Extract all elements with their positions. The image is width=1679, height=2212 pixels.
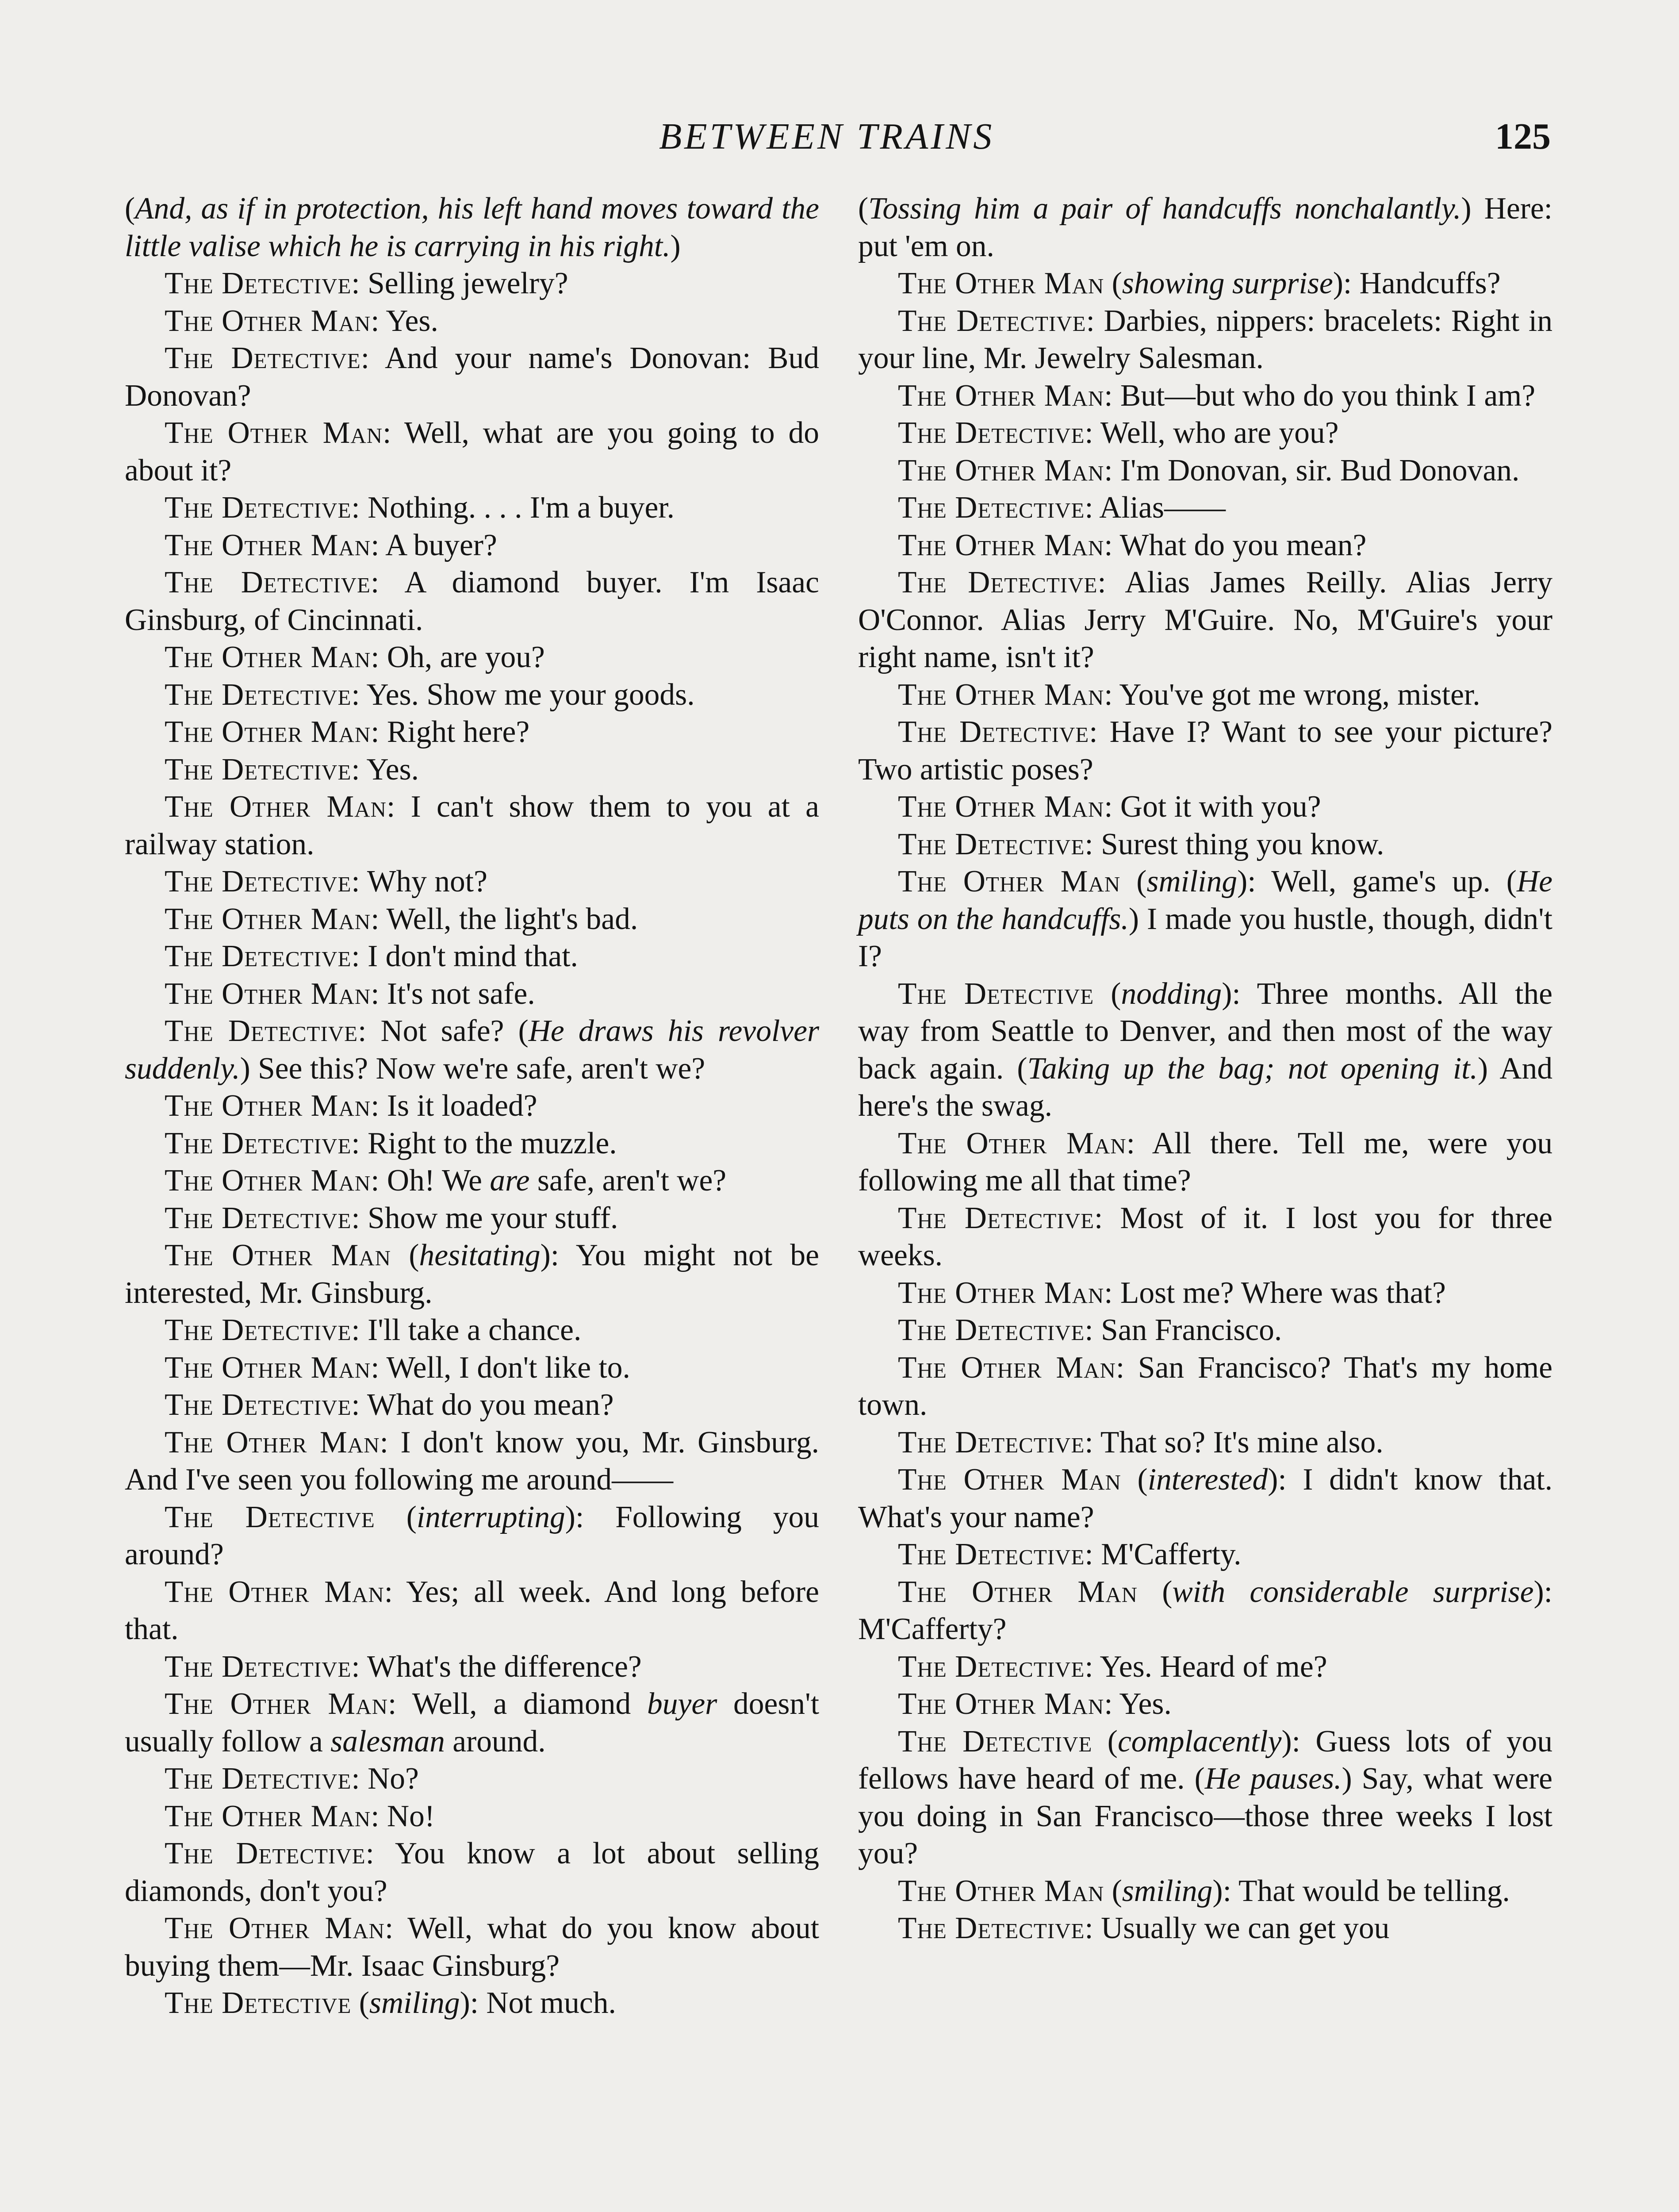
dialogue-text: : San Francisco. [1085, 1313, 1282, 1347]
dialogue-line [858, 1200, 1552, 1275]
dialogue-line [125, 415, 819, 489]
stage-direction-text: He puts on the handcuffs. [858, 864, 1552, 936]
dialogue-text: : Well, what do you know about buying them—Mr. Isaac Ginsburg? [125, 1911, 820, 1983]
dialogue-text: : Not safe? ( [358, 1014, 529, 1048]
dialogue-text: : Show me your stuff. [351, 1201, 618, 1235]
speaker-name: The Other Man [165, 1911, 385, 1945]
dialogue-text: ): Following you around? [125, 1500, 819, 1571]
stage-direction-text: showing surprise [1122, 266, 1333, 300]
speaker-name: The Detective [165, 939, 352, 973]
dialogue-text: : Lost me? Where was that? [1104, 1275, 1446, 1310]
dialogue-text: ( [375, 1500, 417, 1534]
dialogue-line [125, 1686, 819, 1760]
speaker-name: The Detective [898, 491, 1085, 525]
dialogue-text: : Darbies, nippers: bracelets: Right in your line, Mr. Jewelry Salesman. [858, 303, 1552, 375]
dialogue-line [125, 527, 819, 565]
dialogue-text: ) Here: put 'em on. [858, 192, 1552, 263]
dialogue-text: : I'll take a chance. [351, 1313, 582, 1347]
dialogue-text: : Is it loaded? [371, 1089, 537, 1123]
dialogue-line [858, 826, 1552, 864]
speaker-name: The Detective [898, 1313, 1085, 1347]
dialogue-line [125, 975, 819, 1013]
speaker-name: The Other Man [165, 1575, 384, 1609]
dialogue-text: : Have I? Want to see your picture? Two artistic poses? [858, 715, 1552, 787]
dialogue-text: : Selling jewelry? [351, 266, 568, 300]
speaker-name: The Other Man [165, 715, 371, 749]
dialogue-text: : San Francisco? That's my home town. [858, 1350, 1552, 1422]
dialogue-line [858, 788, 1552, 826]
dialogue-line [125, 265, 819, 303]
dialogue-line [125, 340, 819, 415]
speaker-name: The Detective [165, 1201, 352, 1235]
dialogue-line [125, 1312, 819, 1349]
dialogue-line [858, 377, 1552, 415]
speaker-name: The Other Man [898, 266, 1104, 300]
dialogue-line [125, 1386, 819, 1424]
dialogue-line [125, 639, 819, 676]
dialogue-line [858, 1574, 1552, 1648]
dialogue-text: : No? [351, 1762, 419, 1796]
dialogue-text: around. [445, 1724, 546, 1759]
speaker-name: The Other Man [165, 528, 371, 562]
dialogue-line [858, 527, 1552, 565]
dialogue-line [125, 1125, 819, 1163]
speaker-name: The Detective [165, 1388, 352, 1422]
dialogue-line [858, 1275, 1552, 1312]
speaker-name: The Other Man [898, 864, 1121, 899]
speaker-name: The Other Man [898, 453, 1104, 488]
dialogue-text: ) And here's the swag. [858, 1051, 1553, 1123]
dialogue-text: : Got it with you? [1104, 790, 1321, 824]
dialogue-text: : M'Cafferty. [1085, 1537, 1242, 1571]
dialogue-text: ( [1094, 976, 1121, 1011]
dialogue-line [858, 1910, 1552, 1947]
dialogue-text: : Why not? [351, 864, 487, 899]
speaker-name: The Other Man [898, 1687, 1104, 1721]
speaker-name: The Detective [165, 1986, 352, 2020]
stage-direction-text: He pauses. [1204, 1762, 1342, 1796]
speaker-name: The Detective [898, 1724, 1092, 1759]
dialogue-text: ): M'Cafferty? [858, 1575, 1552, 1646]
dialogue-text: ): I didn't know that. What's your name? [858, 1463, 1552, 1534]
dialogue-text: : Well, what are you going to do about it? [125, 416, 819, 488]
dialogue-line [125, 1013, 819, 1087]
speaker-name: The Other Man [898, 677, 1104, 712]
dialogue-line [125, 1648, 819, 1686]
speaker-name: The Detective [898, 1201, 1095, 1235]
speaker-name: The Other Man [165, 416, 383, 450]
speaker-name: The Other Man [165, 1425, 380, 1459]
page-number: 125 [1495, 116, 1551, 157]
dialogue-line [858, 1349, 1552, 1424]
stage-direction-text: salesman [330, 1724, 445, 1759]
dialogue-text: ( [1120, 864, 1147, 899]
dialogue-line [858, 564, 1552, 676]
dialogue-line [858, 303, 1552, 377]
page-header [0, 115, 1679, 164]
dialogue-text: : Well, I don't like to. [371, 1350, 630, 1385]
dialogue-text: : Yes; all week. And long before that. [125, 1575, 819, 1646]
dialogue-text: : What do you mean? [351, 1388, 614, 1422]
dialogue-line [858, 1648, 1552, 1686]
dialogue-text: : Yes. [351, 752, 419, 787]
dialogue-text: : What's the difference? [351, 1649, 642, 1684]
dialogue-text: ( [1121, 1463, 1148, 1497]
dialogue-line [858, 975, 1552, 1125]
stage-direction-text: interrupting [416, 1500, 565, 1534]
running-title: BETWEEN TRAINS [659, 116, 995, 157]
speaker-name: The Detective [898, 976, 1094, 1011]
speaker-name: The Detective [165, 1313, 352, 1347]
dialogue-text: : Yes. Show me your goods. [351, 677, 695, 712]
dialogue-text: ( [1104, 266, 1122, 300]
speaker-name: The Other Man [165, 1799, 371, 1833]
dialogue-line [125, 938, 819, 975]
stage-direction-text: interested [1147, 1463, 1268, 1497]
dialogue-text: : I can't show them to you at a railway station. [125, 790, 820, 861]
dialogue-text: : You know a lot about selling diamonds, don't you? [125, 1836, 819, 1908]
dialogue-text: : Alias—— [1085, 491, 1226, 525]
speaker-name: The Other Man [165, 902, 371, 936]
speaker-name: The Other Man [898, 1350, 1116, 1385]
dialogue-line [858, 415, 1552, 452]
speaker-name: The Other Man [165, 1089, 371, 1123]
dialogue-text: : Well, a diamond [387, 1687, 648, 1721]
speaker-name: The Detective [898, 1537, 1085, 1571]
dialogue-line [858, 1312, 1552, 1349]
dialogue-line [858, 676, 1552, 714]
dialogue-text: : Nothing. . . . I'm a buyer. [351, 491, 675, 525]
speaker-name: The Detective [165, 565, 371, 599]
speaker-name: The Detective [165, 341, 361, 375]
stage-direction-text: Taking up the bag; not opening it. [1027, 1051, 1478, 1086]
speaker-name: The Other Man [165, 1238, 391, 1272]
dialogue-text: : A buyer? [371, 528, 497, 562]
dialogue-text: : I don't know you, Mr. Ginsburg. And I've seen you following me around—— [125, 1425, 819, 1497]
dialogue-text: : Surest thing you know. [1085, 827, 1384, 861]
dialogue-text: : Alias James Reilly. Alias Jerry O'Connor. Alias Jerry M'Guire. No, M'Guire's your right name, isn't it? [858, 565, 1552, 674]
dialogue-line [858, 1125, 1552, 1200]
dialogue-text: ): Handcuffs? [1333, 266, 1501, 300]
dialogue-text: ): Well, game's up. ( [1237, 864, 1517, 899]
dialogue-line [125, 863, 819, 901]
dialogue-line [125, 1162, 819, 1200]
speaker-name: The Other Man [898, 528, 1104, 562]
speaker-name: The Detective [898, 827, 1085, 861]
dialogue-line [125, 1200, 819, 1237]
dialogue-text: : A diamond buyer. I'm Isaac Ginsburg, of Cincinnati. [125, 565, 819, 637]
dialogue-line [858, 1424, 1552, 1462]
speaker-name: The Other Man [898, 1874, 1104, 1908]
stage-direction-text: And, as if in protection, his left hand moves toward the little valise which he is carrying in his right. [125, 192, 819, 263]
dialogue-text: : You've got me wrong, mister. [1104, 677, 1480, 712]
dialogue-text: : I'm Donovan, sir. Bud Donovan. [1104, 453, 1520, 488]
dialogue-line [125, 1910, 819, 1985]
dialogue-text: : And your name's Donovan: Bud Donovan? [125, 341, 819, 413]
dialogue-line [125, 714, 819, 751]
dialogue-line [858, 1536, 1552, 1574]
speaker-name: The Other Man [165, 1164, 371, 1198]
dialogue-text: : Well, the light's bad. [371, 902, 638, 936]
speaker-name: The Detective [165, 752, 352, 787]
speaker-name: The Other Man [165, 1687, 388, 1721]
speaker-name: The Detective [165, 491, 352, 525]
dialogue-line [125, 1574, 819, 1648]
dialogue-line [858, 714, 1552, 788]
dialogue-text: ( [125, 192, 135, 226]
left-column [125, 190, 819, 2022]
speaker-name: The Other Man [898, 1463, 1121, 1497]
dialogue-line [125, 788, 819, 863]
stage-direction [125, 190, 819, 265]
dialogue-text: : Yes. [1104, 1687, 1172, 1721]
speaker-name: The Detective [165, 1126, 352, 1160]
dialogue-text: : Oh, are you? [371, 640, 545, 674]
dialogue-text: : All there. Tell me, were you following me all that time? [858, 1126, 1552, 1198]
stage-direction-text: smiling [1146, 864, 1238, 899]
dialogue-line [125, 489, 819, 527]
dialogue-text: ): That would be telling. [1212, 1874, 1510, 1908]
speaker-name: The Other Man [165, 640, 371, 674]
stage-direction-text: He draws his revolver suddenly. [125, 1014, 819, 1086]
dialogue-line [125, 1835, 819, 1910]
speaker-name: The Detective [898, 1911, 1085, 1945]
stage-direction-text: with considerable surprise [1172, 1575, 1534, 1609]
stage-direction-text: smiling [1122, 1874, 1213, 1908]
speaker-name: The Other Man [898, 378, 1104, 413]
dialogue-text: : Right to the muzzle. [351, 1126, 617, 1160]
dialogue-text: ) See this? Now we're safe, aren't we? [240, 1051, 705, 1086]
speaker-name: The Other Man [898, 1575, 1138, 1609]
dialogue-line [125, 1985, 819, 2022]
dialogue-line [125, 1798, 819, 1836]
dialogue-line [858, 863, 1552, 975]
dialogue-line [125, 1760, 819, 1798]
speaker-name: The Other Man [165, 790, 387, 824]
dialogue-line [125, 303, 819, 340]
stage-direction [858, 190, 1552, 265]
speaker-name: The Detective [165, 1014, 358, 1048]
dialogue-line [125, 564, 819, 639]
stage-direction-text: nodding [1121, 976, 1222, 1011]
dialogue-text: ( [1138, 1575, 1173, 1609]
speaker-name: The Other Man [898, 1275, 1104, 1310]
dialogue-text: : What do you mean? [1104, 528, 1367, 562]
dialogue-line [858, 1461, 1552, 1536]
dialogue-text: safe, aren't we? [529, 1164, 727, 1198]
dialogue-text: doesn't usually follow a [125, 1687, 819, 1759]
speaker-name: The Detective [165, 677, 352, 712]
stage-direction-text: Tossing him a pair of handcuffs nonchalantly. [868, 192, 1461, 226]
speaker-name: The Detective [898, 303, 1086, 338]
dialogue-text: : Yes. [371, 303, 438, 338]
speaker-name: The Other Man [898, 1126, 1127, 1160]
dialogue-line [125, 1087, 819, 1125]
dialogue-text: ( [391, 1238, 419, 1272]
dialogue-line [125, 1349, 819, 1387]
dialogue-text: ) Say, what were you doing in San Francisco—those three weeks I lost you? [858, 1762, 1553, 1870]
speaker-name: The Other Man [165, 976, 371, 1011]
dialogue-line [125, 1499, 819, 1574]
dialogue-line [858, 1873, 1552, 1910]
dialogue-line [125, 751, 819, 789]
dialogue-text: ): Guess lots of you fellows have heard of me. ( [858, 1724, 1552, 1796]
stage-direction-text: buyer [647, 1687, 717, 1721]
stage-direction-text: smiling [369, 1986, 460, 2020]
speaker-name: The Detective [165, 1500, 375, 1534]
dialogue-line [858, 265, 1552, 303]
dialogue-text: ) I made you hustle, though, didn't I? [858, 902, 1552, 973]
right-column [858, 190, 1552, 1947]
speaker-name: The Detective [165, 1836, 366, 1870]
dialogue-text: : That so? It's mine also. [1085, 1425, 1384, 1459]
dialogue-line [125, 1424, 819, 1499]
speaker-name: The Other Man [898, 790, 1104, 824]
speaker-name: The Other Man [165, 303, 371, 338]
dialogue-text: : Usually we can get you [1085, 1911, 1390, 1945]
dialogue-text: ): Not much. [460, 1986, 616, 2020]
dialogue-text: : But—but who do you think I am? [1104, 378, 1536, 413]
dialogue-line [858, 452, 1552, 490]
dialogue-text: : Oh! We [371, 1164, 490, 1198]
dialogue-text: : It's not safe. [371, 976, 535, 1011]
stage-direction-text: are [490, 1164, 530, 1198]
dialogue-line [858, 1686, 1552, 1723]
dialogue-line [858, 1723, 1552, 1873]
dialogue-line [858, 489, 1552, 527]
stage-direction-text: hesitating [419, 1238, 540, 1272]
speaker-name: The Detective [165, 266, 352, 300]
dialogue-text: : Well, who are you? [1085, 416, 1339, 450]
speaker-name: The Detective [898, 416, 1085, 450]
speaker-name: The Detective [898, 565, 1098, 599]
stage-direction-text: complacently [1117, 1724, 1282, 1759]
speaker-name: The Detective [165, 1762, 352, 1796]
dialogue-text: : Right here? [371, 715, 530, 749]
speaker-name: The Other Man [165, 1350, 371, 1385]
dialogue-text: ) [670, 229, 681, 263]
speaker-name: The Detective [165, 864, 352, 899]
speaker-name: The Detective [898, 1649, 1085, 1684]
dialogue-text: : I don't mind that. [351, 939, 578, 973]
dialogue-text: ( [1092, 1724, 1118, 1759]
dialogue-text: ): Three months. All the way from Seattle to Denver, and then most of the way back again. ( [858, 976, 1552, 1086]
dialogue-text: ( [1104, 1874, 1122, 1908]
speaker-name: The Detective [165, 1649, 352, 1684]
dialogue-line [125, 676, 819, 714]
dialogue-line [125, 901, 819, 938]
speaker-name: The Detective [898, 715, 1089, 749]
dialogue-text: ( [351, 1986, 369, 2020]
dialogue-text: : Yes. Heard of me? [1085, 1649, 1327, 1684]
dialogue-text: ): You might not be interested, Mr. Ginsburg. [125, 1238, 819, 1310]
dialogue-text: : No! [371, 1799, 435, 1833]
speaker-name: The Detective [898, 1425, 1085, 1459]
dialogue-line [125, 1237, 819, 1312]
dialogue-text: ( [858, 192, 869, 226]
dialogue-text: : Most of it. I lost you for three weeks. [858, 1201, 1552, 1272]
